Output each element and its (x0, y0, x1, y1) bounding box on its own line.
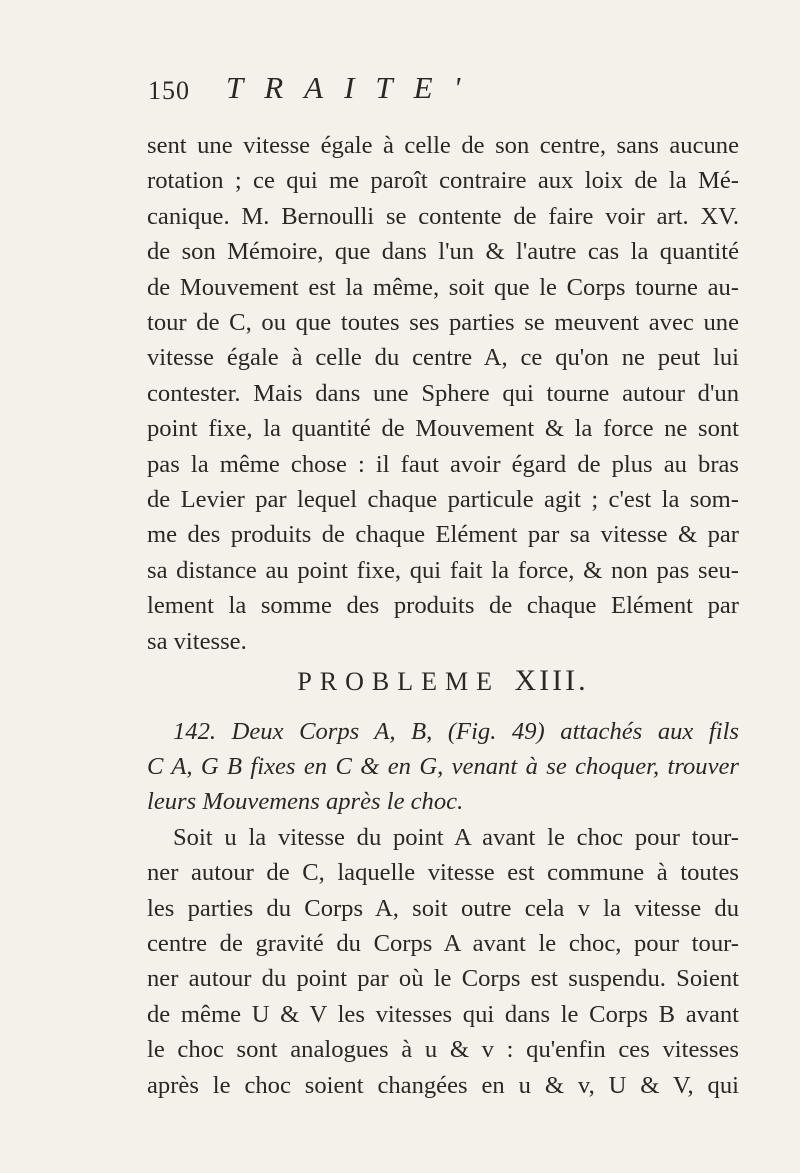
text-line: ner autour de C, laquelle vitesse est commune à toutes (147, 859, 739, 887)
text-line: canique. M. Bernoulli se contente de faire voir art. XV. (147, 202, 739, 230)
text-line: sent une vitesse égale à celle de son centre, sans aucune (147, 132, 739, 159)
text-line: de son Mémoire, que dans l'un & l'autre cas la quantité (147, 238, 739, 266)
text-line: sa distance au point fixe, qui fait la force, & non pas seu- (147, 556, 739, 584)
text-line: de Mouvement est la même, soit que le Corps tourne au- (147, 273, 739, 301)
heading-number: XIII. (514, 664, 589, 698)
page-body (147, 128, 739, 1103)
spacer (147, 704, 739, 714)
text-line: de même U & V les vitesses qui dans le Corps B avant (147, 1000, 739, 1028)
text-line: sa vitesse. (147, 627, 247, 655)
text-line: vitesse égale à celle du centre A, ce qu'on ne peut lui (147, 344, 739, 372)
text-line: C A, G B fixes en C & en G, venant à se choquer, trouver (147, 752, 739, 780)
text-line: de Levier par lequel chaque particule agit ; c'est la som- (147, 486, 739, 514)
paragraph-2 (147, 820, 739, 1103)
page-header (148, 70, 738, 110)
page-number: 150 (148, 76, 190, 105)
text-line: point fixe, la quantité de Mouvement & la force ne sont (147, 415, 739, 443)
text-line: lement la somme des produits de chaque Elément par (147, 592, 739, 620)
text-line: contester. Mais dans une Sphere qui tourne autour d'un (147, 379, 739, 407)
text-line: 142. Deux Corps A, B, (Fig. 49) attachés aux fils (173, 717, 739, 745)
text-line: centre de gravité du Corps A avant le choc, pour tour- (147, 929, 739, 957)
text-line: Soit u la vitesse du point A avant le choc pour tour- (173, 823, 739, 851)
paragraph-1 (147, 128, 739, 659)
text-line: ner autour du point par où le Corps est suspendu. Soient (147, 965, 739, 993)
text-line: me des produits de chaque Elément par sa vitesse & par (147, 521, 739, 549)
problem-statement (147, 714, 739, 820)
heading-word: PROBLEME (297, 667, 501, 697)
text-line: tour de C, ou que toutes ses parties se meuvent avec une (147, 309, 739, 337)
text-line: le choc sont analogues à u & v : qu'enfin ces vitesses (147, 1036, 739, 1064)
running-title: TRAITE' (226, 70, 482, 105)
text-line: leurs Mouvemens après le choc. (147, 788, 464, 816)
section-heading (147, 663, 739, 699)
text-line: les parties du Corps A, soit outre cela v la vitesse du (147, 894, 739, 922)
text-line: rotation ; ce qui me paroît contraire aux loix de la Mé- (147, 167, 739, 195)
text-line: après le choc soient changées en u & v, U & V, qui (147, 1071, 739, 1099)
text-line: pas la même chose : il faut avoir égard de plus au bras (147, 450, 739, 478)
